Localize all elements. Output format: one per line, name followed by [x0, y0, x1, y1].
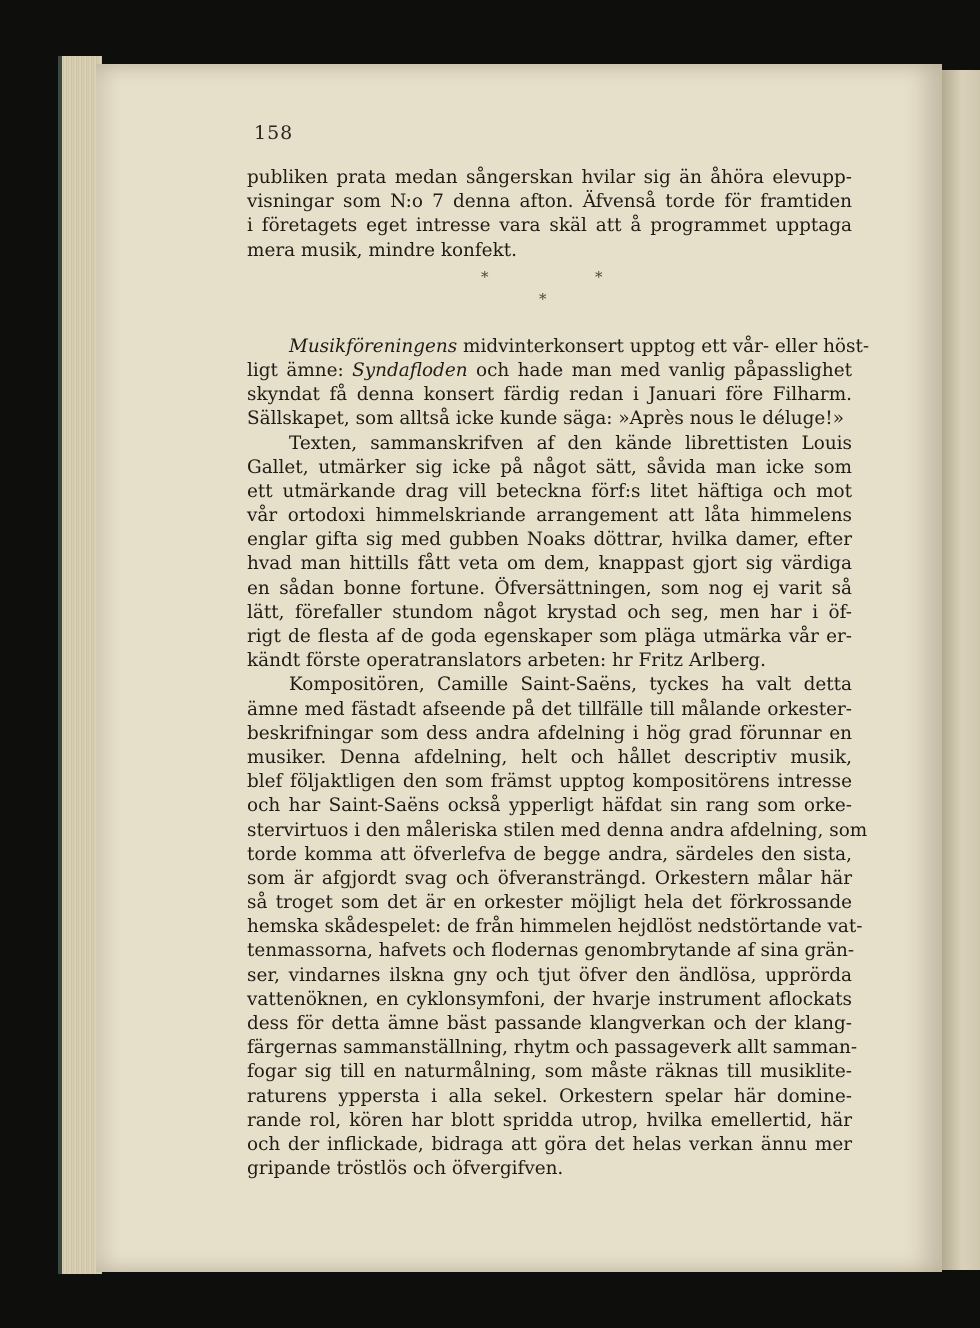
text-line: mera musik, mindre konfekt. [247, 239, 517, 261]
text-fragment: och hade man med vanlig påpasslighet [467, 359, 852, 381]
text-line: stervirtuos i den måleriska stilen med denna andra afdelning, som [247, 819, 868, 841]
text-line: som är afgjordt svag och öfveransträngd. Orkestern målar här [247, 867, 852, 889]
text-line: skyndat få denna konsert färdig redan i Januari före Filharm. [247, 384, 852, 406]
text-line: dess för detta ämne bäst passande klangverkan och der klang- [247, 1013, 852, 1034]
text-line: gripande tröstlös och öfvergifven. [247, 1158, 564, 1180]
text-line: Texten, sammanskrifven af den kände librettisten Louis [289, 432, 852, 454]
text-line: vår ortodoxi himmelskriande arrangement att låta himmelens [247, 505, 852, 527]
text-line: englar gifta sig med gubben Noaks döttrar, hvilka damer, efter [247, 529, 852, 551]
body-text [247, 166, 870, 1181]
asterisk: * [595, 267, 603, 286]
text-line: hemska skådespelet: de från himmelen hejdlöst nedstörtande vat- [247, 916, 863, 938]
text-line: en sådan bonne fortune. Öfversättningen, som nog ej varit så [247, 577, 852, 599]
text-line: ämne med fästadt afseende på det tillfälle till målande orkester- [247, 698, 852, 720]
text-line: hvad man hittills fått veta om dem, knappast gjort sig värdiga [247, 553, 852, 575]
text-line: blef följaktligen den som främst upptog kompositörens intresse [247, 771, 852, 793]
text-line: fogar sig till en naturmålning, som måste räknas till musiklite- [247, 1061, 852, 1083]
text-line: färgernas sammanställning, rhytm och passageverk allt samman- [247, 1037, 858, 1059]
text-line: beskrifningar som dess andra afdelning i hög grad förunnar en [247, 722, 852, 744]
text-line: lätt, förefaller stundom något krystad och seg, men har i öf- [247, 601, 852, 623]
text-line: rigt de flesta af de goda egenskaper som pläga utmärka vår er- [247, 626, 852, 647]
text-line [247, 359, 852, 383]
text-line: ser, vindarnes ilskna gny och tjut öfver den ändlösa, upprörda [247, 964, 852, 986]
asterisk: * [539, 289, 547, 308]
text-line: rande rol, kören har blott spridda utrop, hvilka emellertid, här [247, 1109, 852, 1131]
text-fragment: midvinterkonsert upptog ett vår- eller höst- [457, 335, 870, 357]
text-line [247, 335, 870, 359]
text-line: Kompositören, Camille Saint-Saëns, tyckes ha valt detta [289, 674, 852, 696]
italic-title: Musikföreningens [289, 335, 458, 357]
text-fragment: ligt ämne: [247, 359, 353, 381]
text-line: ett utmärkande drag vill beteckna förf:s litet häftiga och mot [247, 480, 852, 502]
facing-page-edge [936, 70, 980, 1270]
page-number: 158 [254, 122, 294, 144]
text-line: torde komma att öfverlefva de begge andra, särdeles den sista, [247, 843, 852, 865]
text-line: publiken prata medan sångerskan hvilar sig än åhöra elevupp- [247, 167, 852, 188]
text-line: musiker. Denna afdelning, helt och hållet descriptiv musik, [247, 746, 852, 768]
section-separator [247, 263, 852, 335]
text-line: vattenöknen, en cyklonsymfoni, der hvarje instrument aflockats [247, 988, 852, 1010]
text-line: raturens yppersta i alla sekel. Orkestern spelar här domine- [247, 1085, 852, 1107]
text-line: och der inflickade, bidraga att göra det helas verkan ännu mer [247, 1133, 852, 1155]
text-line: och har Saint-Saëns också ypperligt häfdat sin rang som orke- [247, 795, 852, 817]
text-line: tenmassorna, hafvets och flodernas genombrytande af sina grän- [247, 940, 855, 962]
text-line: visningar som N:o 7 denna afton. Äfvenså torde för framtiden [247, 191, 852, 213]
italic-title: Syndafloden [352, 359, 468, 381]
text-line: Gallet, utmärker sig icke på något sätt, såvida man icke som [247, 456, 852, 478]
text-line: i företagets eget intresse vara skäl att å programmet upptaga [247, 215, 852, 237]
asterisk: * [481, 267, 489, 286]
text-line: kändt förste operatranslators arbeten: hr Fritz Arlberg. [247, 650, 766, 672]
text-line: Sällskapet, som alltså icke kunde säga: »Après nous le déluge!» [247, 408, 844, 430]
text-line: så troget som det är en orkester möjligt hela det förkrossande [247, 892, 852, 914]
